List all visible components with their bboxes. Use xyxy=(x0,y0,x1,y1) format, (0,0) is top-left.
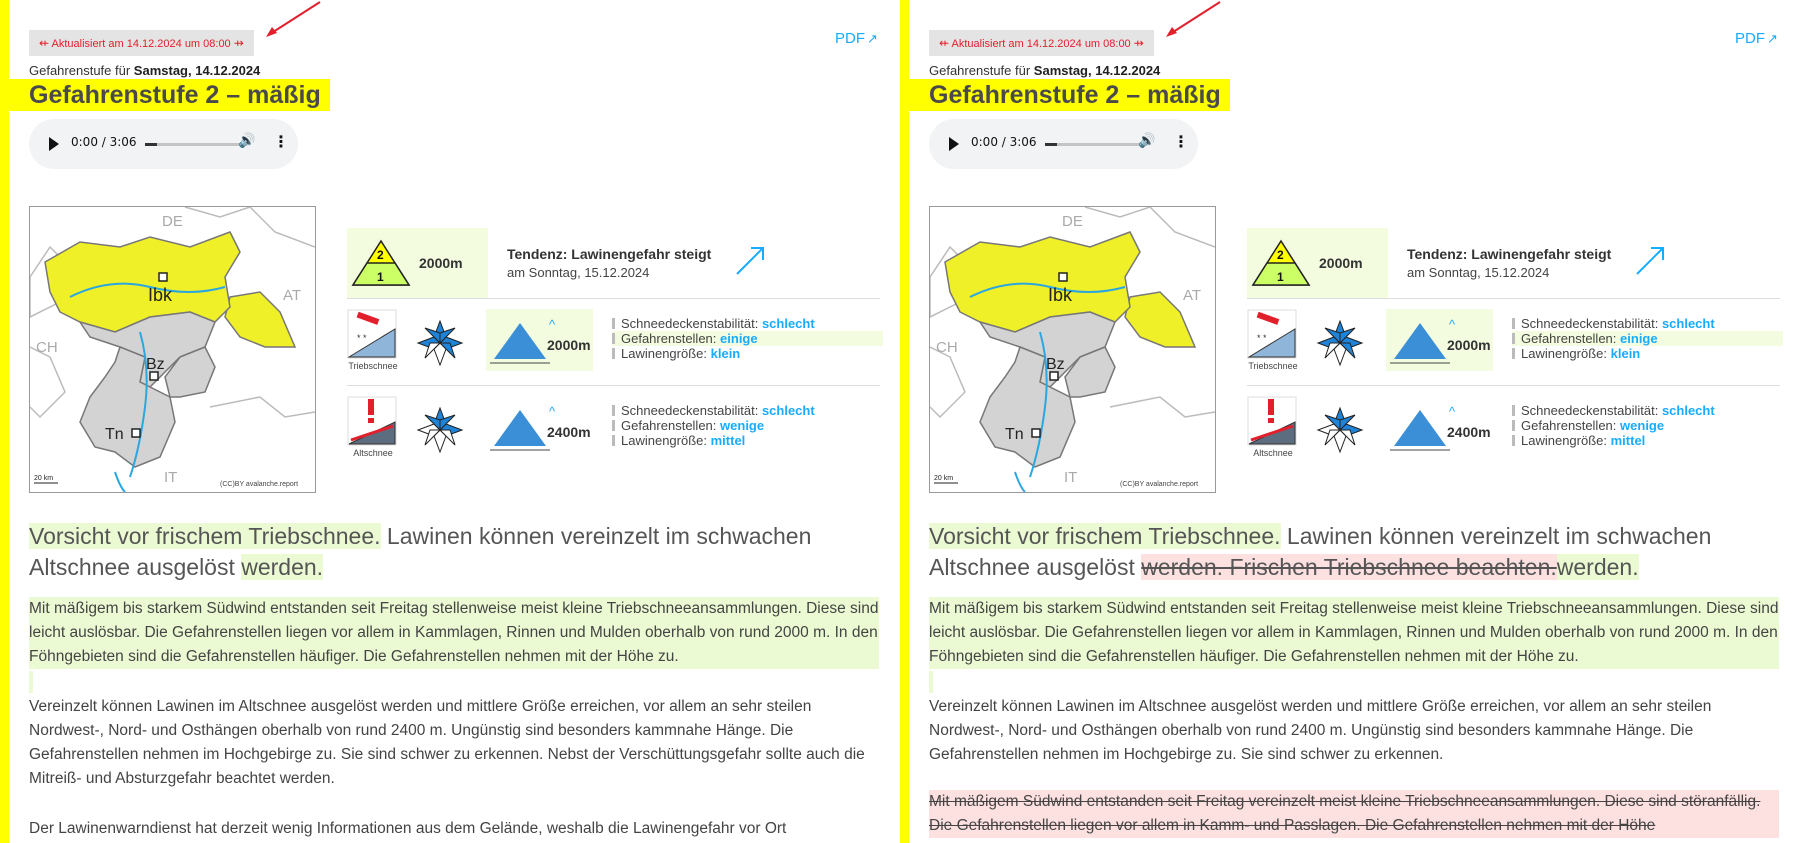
problem-details xyxy=(1512,316,1783,361)
pdf-link[interactable]: PDF ↗ xyxy=(1735,30,1778,47)
map-label-tn: Tn xyxy=(1005,426,1024,443)
frequency-line: Gefahrenstellen: wenige xyxy=(1512,418,1715,433)
map-credit: (CC)BY avalanche.report xyxy=(220,481,299,488)
problem-paragraph: Vereinzelt können Lawinen im Altschnee ausgelöst werden und mittlere Größe erreichen, vor allem an sehr steilen Nordwest-, Nord- und Osthängen oberhalb von rund 2400 m. Ungünstig sind besonders kammnahe Hänge. Die Gefahrenstellen nehmen im Hochgebirge zu. Sie sind schwer zu erkennen. xyxy=(929,698,1712,763)
annotation-arrow-icon xyxy=(1162,0,1222,40)
audio-seek-slider[interactable] xyxy=(145,143,247,146)
pdf-link[interactable]: PDF ↗ xyxy=(835,30,878,47)
problem-type-label: Altschnee xyxy=(353,448,393,458)
tendency-date: am Sonntag, 15.12.2024 xyxy=(507,265,650,280)
page-title: Gefahrenstufe 2 – mäßig xyxy=(900,79,1230,111)
wind-slab-icon xyxy=(347,309,397,362)
map-label-ch: CH xyxy=(936,339,958,356)
svg-text:2: 2 xyxy=(1277,248,1284,262)
update-arrow-icon: ⇷ xyxy=(939,36,950,50)
frequency-line: Gefahrenstellen: einige xyxy=(1512,331,1783,346)
aspect-rose-icon xyxy=(416,319,464,367)
svg-text:* *: * * xyxy=(357,333,367,343)
updated-text: Aktualisiert am 14.12.2024 um 08:00 xyxy=(51,38,231,50)
play-icon[interactable] xyxy=(49,137,59,151)
map-label-at: AT xyxy=(283,287,302,304)
tendency-label: Tendenz: Lawinengefahr steigt xyxy=(1407,246,1612,262)
chevron-up-icon: ^ xyxy=(549,317,556,332)
diff-marker xyxy=(29,671,33,693)
audio-time: 0:00 / 3:06 xyxy=(971,135,1037,149)
date-line: Gefahrenstufe für Samstag, 14.12.2024 xyxy=(929,63,1161,78)
external-link-icon: ↗ xyxy=(1767,31,1778,46)
problem-elevation: 2000m xyxy=(547,337,591,353)
problem-details xyxy=(612,316,883,361)
danger-headline: Vorsicht vor frischem Triebschnee. Lawinen können vereinzelt im schwachen Altschnee ausgelöst werden. Frischen Triebschnee beachten.werden. xyxy=(929,523,1712,580)
update-arrow-icon: ⇸ xyxy=(1133,36,1144,50)
right-bulletin-panel xyxy=(900,0,1793,843)
left-bulletin-panel xyxy=(0,0,893,843)
problem-elevation: 2400m xyxy=(1447,424,1491,440)
date-line: Gefahrenstufe für Samstag, 14.12.2024 xyxy=(29,63,261,78)
svg-text:1: 1 xyxy=(1277,270,1284,284)
chevron-up-icon: ^ xyxy=(549,404,556,419)
tendency-increasing-icon xyxy=(735,244,767,276)
avalanche-problem-row xyxy=(1247,305,1780,386)
tendency-date: am Sonntag, 15.12.2024 xyxy=(1407,265,1550,280)
more-options-icon[interactable]: ⋮ xyxy=(1173,132,1189,151)
persistent-weak-layer-icon xyxy=(347,396,397,449)
chevron-up-icon: ^ xyxy=(1449,317,1456,332)
stability-line: Schneedeckenstabilität: schlecht xyxy=(612,403,815,418)
map-label-de: DE xyxy=(1062,213,1083,230)
tendency-label: Tendenz: Lawinengefahr steigt xyxy=(507,246,712,262)
region-map[interactable] xyxy=(929,206,1216,493)
audio-time: 0:00 / 3:06 xyxy=(71,135,137,149)
svg-text:* *: * * xyxy=(1257,333,1267,343)
problem-details xyxy=(612,403,815,448)
map-label-ibk: Ibk xyxy=(1048,285,1073,305)
bulletin-date: Samstag, 14.12.2024 xyxy=(133,63,261,78)
persistent-weak-layer-icon xyxy=(1247,396,1297,449)
bulletin-date: Samstag, 14.12.2024 xyxy=(1033,63,1161,78)
updated-badge[interactable] xyxy=(929,30,1154,56)
map-label-tn: Tn xyxy=(105,426,124,443)
audio-player[interactable] xyxy=(29,119,298,169)
avalanche-problem-row xyxy=(347,305,880,386)
map-label-ch: CH xyxy=(36,339,58,356)
update-arrow-icon: ⇸ xyxy=(233,36,244,50)
danger-level-box xyxy=(1247,228,1388,298)
problem-elevation: 2400m xyxy=(547,424,591,440)
danger-level-row xyxy=(347,228,880,299)
removed-text: werden. Frischen Triebschnee beachten. xyxy=(1141,554,1557,580)
page-title: Gefahrenstufe 2 – mäßig xyxy=(0,79,330,111)
map-scale: 20 km xyxy=(34,475,54,482)
tendency-increasing-icon xyxy=(1635,244,1667,276)
info-paragraph: Der Lawinenwarndienst hat derzeit wenig Informationen aus dem Gelände, weshalb die Lawinengefahr vor Ort xyxy=(29,820,787,837)
volume-icon[interactable]: 🔊 xyxy=(238,133,256,149)
map-label-at: AT xyxy=(1183,287,1202,304)
elevation-mountain-icon xyxy=(490,406,550,452)
elevation-mountain-icon xyxy=(1390,406,1450,452)
danger-level-icon xyxy=(1251,239,1311,287)
map-label-ibk: Ibk xyxy=(148,285,173,305)
wind-slab-icon xyxy=(1247,309,1297,362)
size-line: Lawinengröße: mittel xyxy=(1512,433,1715,448)
frequency-line: Gefahrenstellen: einige xyxy=(612,331,883,346)
chevron-up-icon: ^ xyxy=(1449,404,1456,419)
problem-elevation: 2000m xyxy=(1447,337,1491,353)
update-arrow-icon: ⇷ xyxy=(39,36,50,50)
elevation-mountain-icon xyxy=(490,319,550,365)
map-label-bz: Bz xyxy=(1046,356,1065,373)
aspect-rose-icon xyxy=(1316,406,1364,454)
avalanche-problem-row xyxy=(1247,392,1780,472)
map-scale: 20 km xyxy=(934,475,954,482)
panel-divider xyxy=(893,0,900,843)
danger-level-icon xyxy=(351,239,411,287)
problem-details xyxy=(1512,403,1715,448)
updated-text: Aktualisiert am 14.12.2024 um 08:00 xyxy=(951,38,1131,50)
elevation-mountain-icon xyxy=(1390,319,1450,365)
problem-type-label: Altschnee xyxy=(1253,448,1293,458)
map-label-it: IT xyxy=(164,469,178,486)
avalanche-problem-row xyxy=(347,392,880,472)
map-credit: (CC)BY avalanche.report xyxy=(1120,481,1199,488)
svg-text:2: 2 xyxy=(377,248,384,262)
volume-icon[interactable]: 🔊 xyxy=(1138,133,1156,149)
problem-type-label: Triebschnee xyxy=(348,361,398,371)
diff-marker xyxy=(929,671,933,693)
problem-paragraph: Vereinzelt können Lawinen im Altschnee ausgelöst werden und mittlere Größe erreichen, vor allem an sehr steilen Nordwest-, Nord- und Osthängen oberhalb von rund 2400 m. Ungünstig sind besonders kammnahe Hänge. Die Gefahrenstellen nehmen im Hochgebirge zu. Sie sind schwer zu erkennen. Nebst der Verschüttungsgefahr sollte auch die Mitreiß- und Absturzgefahr beachtet werden. xyxy=(29,698,865,787)
more-options-icon[interactable]: ⋮ xyxy=(273,132,289,151)
aspect-rose-icon xyxy=(1316,319,1364,367)
danger-level-bar xyxy=(900,0,909,843)
snowpack-paragraph: Mit mäßigem bis starkem Südwind entstanden seit Freitag stellenweise meist kleine Triebschneeansammlungen. Diese sind leicht auslösbar. Die Gefahrenstellen liegen vor allem in Kammlagen, Rinnen und Mulden oberhalb von rund 2000 m. In den Föhngebieten sind die Gefahrenstellen häufiger. Die Gefahrenstellen nehmen mit der Höhe zu. xyxy=(29,597,879,669)
size-line: Lawinengröße: klein xyxy=(1512,346,1783,361)
danger-level-box xyxy=(347,228,488,298)
snowpack-paragraph: Mit mäßigem bis starkem Südwind entstanden seit Freitag stellenweise meist kleine Triebschneeansammlungen. Diese sind leicht auslösbar. Die Gefahrenstellen liegen vor allem in Kammlagen, Rinnen und Mulden oberhalb von rund 2000 m. In den Föhngebieten sind die Gefahrenstellen häufiger. Die Gefahrenstellen nehmen mit der Höhe zu. xyxy=(929,597,1779,669)
external-link-icon: ↗ xyxy=(867,31,878,46)
audio-player[interactable] xyxy=(929,119,1198,169)
size-line: Lawinengröße: klein xyxy=(612,346,883,361)
stability-line: Schneedeckenstabilität: schlecht xyxy=(612,316,883,331)
updated-badge[interactable] xyxy=(29,30,254,56)
danger-level-row xyxy=(1247,228,1780,299)
stability-line: Schneedeckenstabilität: schlecht xyxy=(1512,403,1715,418)
region-map[interactable] xyxy=(29,206,316,493)
size-line: Lawinengröße: mittel xyxy=(612,433,815,448)
audio-seek-slider[interactable] xyxy=(1045,143,1147,146)
svg-text:1: 1 xyxy=(377,270,384,284)
map-label-de: DE xyxy=(162,213,183,230)
aspect-rose-icon xyxy=(416,406,464,454)
stability-line: Schneedeckenstabilität: schlecht xyxy=(1512,316,1783,331)
annotation-arrow-icon xyxy=(262,0,322,40)
frequency-line: Gefahrenstellen: wenige xyxy=(612,418,815,433)
problem-type-label: Triebschnee xyxy=(1248,361,1298,371)
map-label-bz: Bz xyxy=(146,356,165,373)
danger-elevation: 2000m xyxy=(419,255,463,271)
danger-elevation: 2000m xyxy=(1319,255,1363,271)
danger-headline: Vorsicht vor frischem Triebschnee. Lawinen können vereinzelt im schwachen Altschnee ausgelöst werden. xyxy=(29,523,812,580)
danger-level-bar xyxy=(0,0,9,843)
removed-paragraph: Mit mäßigem Südwind entstanden seit Freitag vereinzelt meist kleine Triebschneeansammlungen. Diese sind störanfällig. Die Gefahrenstellen liegen vor allem in Kamm- und Passlagen. Die Gefahrenstellen nehmen mit der Höhe xyxy=(929,790,1779,838)
play-icon[interactable] xyxy=(949,137,959,151)
map-label-it: IT xyxy=(1064,469,1078,486)
